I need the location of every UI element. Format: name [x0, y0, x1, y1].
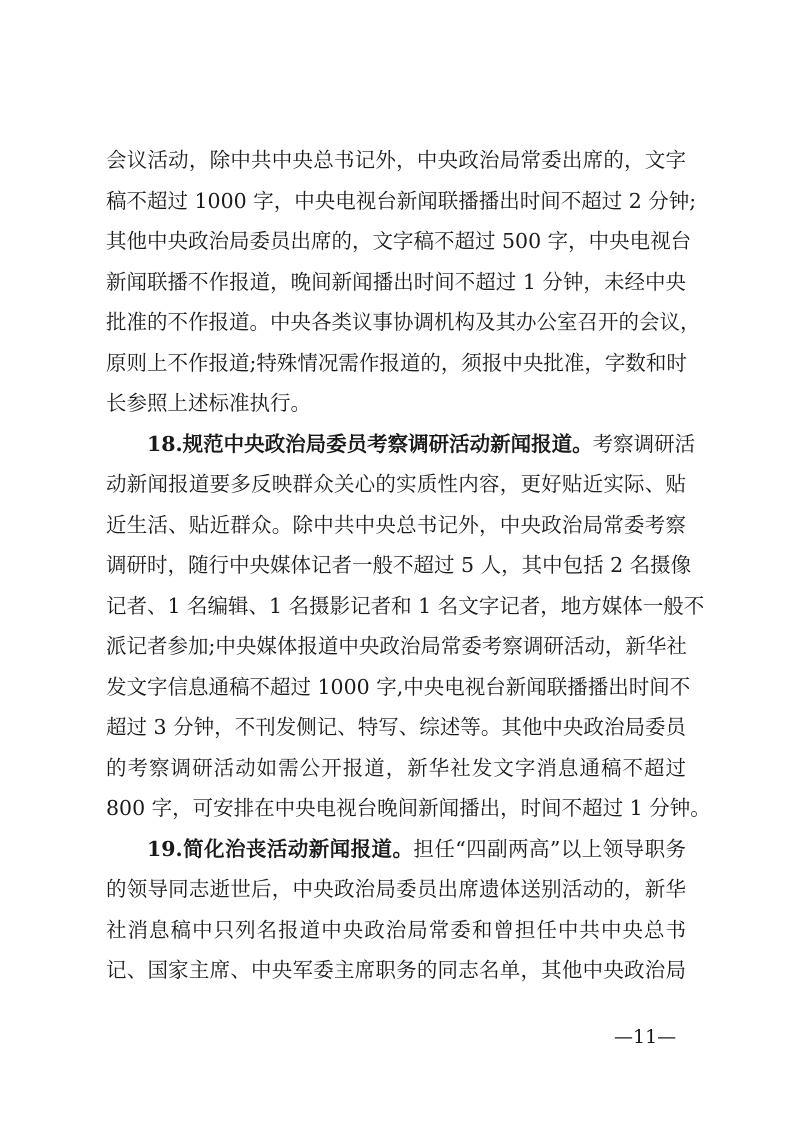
item-18-heading: 18.规范中央政治局委员考察调研活动新闻报道。	[147, 431, 593, 456]
text-line: 新闻联播不作报道，晚间新闻播出时间不超过 1 分钟，未经中央	[106, 269, 686, 294]
paragraph-meeting-coverage	[106, 140, 701, 424]
text-line: 发文字信息通稿不超过 1000 字,中央电视台新闻联播播出时间不	[106, 674, 691, 699]
item-19-lead-text: 担任“四副两高”以上领导职务	[413, 836, 686, 861]
page-number: —11—	[614, 1026, 677, 1048]
item-19-heading: 19.简化治丧活动新闻报道。	[147, 836, 414, 861]
document-body	[106, 140, 711, 991]
text-line: 批准的不作报道。中央各类议事协调机构及其办公室召开的会议，	[106, 310, 701, 334]
paragraph-item-19	[106, 829, 686, 991]
text-line: 调研时，随行中央媒体记者一般不超过 5 人，其中包括 2 名摄像	[106, 553, 692, 577]
text-line: 动新闻报道要多反映群众关心的实质性内容，更好贴近实际、贴	[106, 472, 686, 496]
text-line: 稿不超过 1000 字，中央电视台新闻联播播出时间不超过 2 分钟;	[106, 188, 697, 213]
item-18-lead-text: 考察调研活	[592, 431, 696, 456]
text-line: 近生活、贴近群众。除中共中央总书记外，中央政治局常委考察	[106, 512, 686, 537]
paragraph-item-18	[106, 424, 711, 829]
text-line: 长参照上述标准执行。	[106, 391, 311, 415]
text-line: 的考察调研活动如需公开报道，新华社发文字消息通稿不超过	[106, 755, 686, 780]
text-line: 原则上不作报道;特殊情况需作报道的，须报中央批准，字数和时	[106, 350, 687, 375]
text-line: 会议活动，除中共中央总书记外，中央政治局常委出席的，文字	[106, 148, 686, 172]
text-line: 的领导同志逝世后，中央政治局委员出席遗体送别活动的，新华	[106, 877, 686, 901]
text-line: 800 字，可安排在中央电视台晚间新闻播出，时间不超过 1 分钟。	[106, 796, 711, 820]
text-line: 记、国家主席、中央军委主席职务的同志名单，其他中央政治局	[106, 958, 686, 982]
text-line: 超过 3 分钟，不刊发侧记、特写、综述等。其他中央政治局委员	[106, 715, 686, 739]
text-line	[106, 829, 686, 870]
text-line: 社消息稿中只列名报道中央政治局常委和曾担任中共中央总书	[106, 917, 686, 942]
text-line: 其他中央政治局委员出席的，文字稿不超过 500 字，中央电视台	[106, 229, 692, 253]
text-line	[106, 424, 696, 465]
text-line: 派记者参加;中央媒体报道中央政治局常委考察调研活动，新华社	[106, 634, 687, 658]
text-line: 记者、1 名编辑、1 名摄影记者和 1 名文字记者，地方媒体一般不	[106, 593, 705, 618]
